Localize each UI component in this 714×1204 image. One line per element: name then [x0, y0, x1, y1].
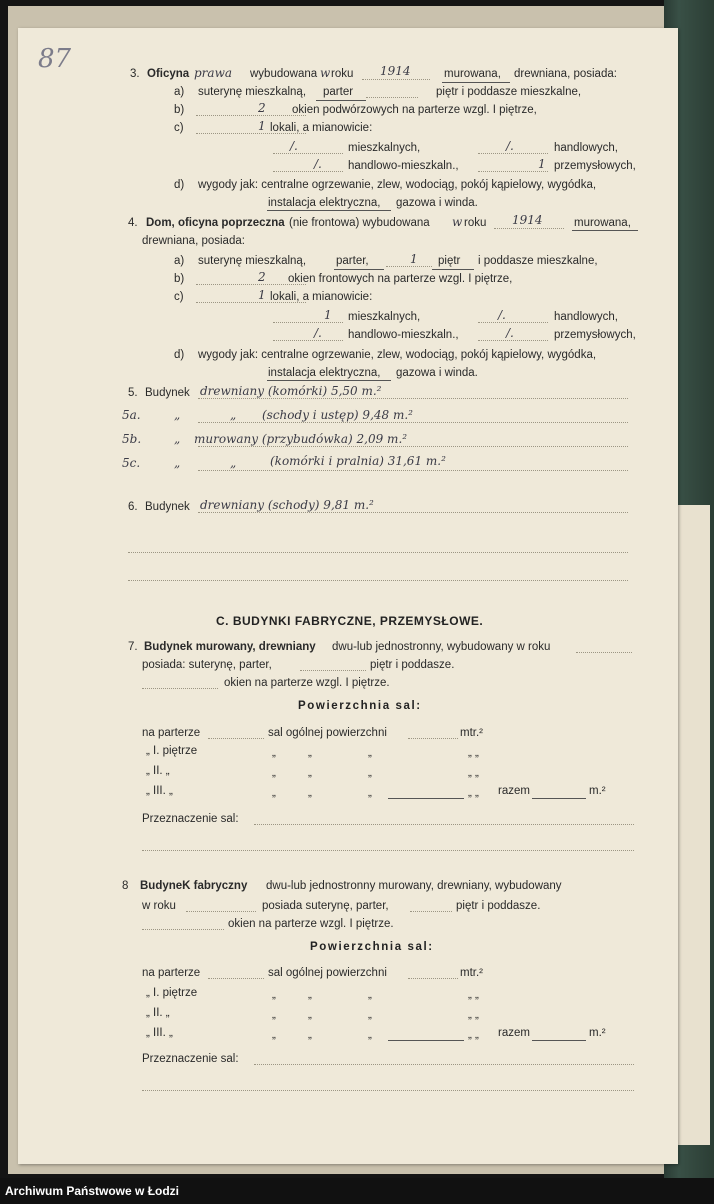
s8-r0-c: mtr.² [460, 967, 483, 979]
s4-d2-rest: gazowa i winda. [396, 367, 478, 379]
s5a-num: 5a. [122, 408, 141, 422]
s5b-q1: „ [174, 432, 181, 446]
s8-r0-a: na parterze [142, 967, 201, 979]
s4-b-text: okien frontowych na parterze wzgl. I piętrze, [288, 273, 513, 285]
s3-num: 3. [130, 68, 140, 80]
s4-mat-sel: murowana, [574, 217, 631, 229]
s4-r1-v2: /. [498, 308, 506, 322]
s7-r2-a: „ II. „ [146, 765, 170, 777]
s8-przezn: Przeznaczenie sal: [142, 1053, 239, 1065]
s3-r1-t1: mieszkalnych, [348, 142, 421, 154]
s8-r2-q4: „ „ [468, 1009, 479, 1021]
s4-r1-v1: 1 [324, 308, 332, 322]
s3-c-val: 1 [258, 119, 266, 133]
s3-r1-v1: /. [290, 139, 298, 153]
s3-r2-v2: 1 [538, 157, 546, 171]
s8-r2-q2: „ [308, 1009, 312, 1021]
s7-r3-q4: „ „ [468, 787, 479, 799]
s8-r3-q3: „ [368, 1029, 372, 1041]
s7-r3-q3: „ [368, 787, 372, 799]
s3-r2-t1: handlowo-mieszkaln., [348, 160, 459, 172]
page-number: 87 [38, 44, 72, 74]
s8-line3: okien na parterze wzgl. I piętrze. [228, 918, 394, 930]
s4-b-val: 2 [258, 270, 266, 284]
s3-a-rest: piętr i poddasze mieszkalne, [436, 86, 582, 98]
s5a-q1: „ [174, 408, 181, 422]
s4-r2-t1: handlowo-mieszkaln., [348, 329, 459, 341]
s8-label: BudyneK fabryczny [140, 880, 248, 892]
s3-r2-v1: /. [314, 157, 322, 171]
s8-r2-a: „ II. „ [146, 1007, 170, 1019]
s7-r0-b: sal ogólnej powierzchni [268, 727, 387, 739]
s8-rest: dwu-lub jednostronny murowany, drewniany, wybudowany [266, 880, 562, 892]
s6-label: Budynek [145, 501, 190, 513]
s7-label: Budynek murowany, drewniany [144, 641, 316, 653]
s8-r1-q4: „ „ [468, 989, 479, 1001]
s5c-num: 5c. [122, 456, 141, 470]
s5-label: Budynek [145, 387, 190, 399]
s8-r1-a: „ I. piętrze [146, 987, 198, 999]
next-page-edge [676, 505, 710, 1145]
s6-num: 6. [128, 501, 138, 513]
s3-a-text: suterynę mieszkalną, [198, 86, 307, 98]
s7-r2-q2: „ [308, 767, 312, 779]
s3-r2-t2: przemysłowych, [554, 160, 636, 172]
s4-d-label: d) [174, 349, 185, 361]
s3-c-text: lokali, a mianowicie: [270, 122, 373, 134]
s3-built: wybudowana [250, 68, 318, 80]
s7-r3-a: „ III. „ [146, 785, 173, 797]
s6-hw: drewniany (schody) 9,81 m.² [200, 498, 374, 512]
s7-r3-q2: „ [308, 787, 312, 799]
s4-w: w [452, 215, 463, 229]
s8-razem: razem [498, 1027, 530, 1039]
s4-r1-t2: handlowych, [554, 311, 618, 323]
s4-c-text: lokali, a mianowicie: [270, 291, 373, 303]
s7-r0-c: mtr.² [460, 727, 483, 739]
s8-line2b: posiada suterynę, parter, [262, 900, 389, 912]
s7-r2-q4: „ „ [468, 767, 479, 779]
s7-line2b: piętr i poddasze. [370, 659, 455, 671]
s8-r3-q1: „ [272, 1029, 276, 1041]
s5b-num: 5b. [122, 432, 142, 446]
s7-r2-q1: „ [272, 767, 276, 779]
s8-r3-q2: „ [308, 1029, 312, 1041]
s5a-hw: (schody i ustęp) 9,48 m.² [262, 408, 413, 422]
s3-d-label: d) [174, 179, 185, 191]
s8-line2c: piętr i poddasze. [456, 900, 541, 912]
s4-d-text: wygody jak: centralne ogrzewanie, zlew, wodociąg, pokój kąpielowy, wygódka, [198, 349, 597, 361]
s7-r0-a: na parterze [142, 727, 201, 739]
s8-r0-b: sal ogólnej powierzchni [268, 967, 387, 979]
s7-przezn: Przeznaczenie sal: [142, 813, 239, 825]
s3-side: prawa [194, 66, 232, 80]
s4-b-label: b) [174, 273, 185, 285]
s8-num: 8 [122, 880, 129, 892]
s4-a-val: 1 [410, 252, 418, 266]
s7-rest: dwu-lub jednostronny, wybudowany w roku [332, 641, 551, 653]
s7-r1-q4: „ „ [468, 747, 479, 759]
s4-a-rest: i poddasze mieszkalne, [478, 255, 598, 267]
s4-c-label: c) [174, 291, 184, 303]
section-c-title: C. BUDYNKI FABRYCZNE, PRZEMYSŁOWE. [216, 614, 484, 628]
s3-year: 1914 [380, 64, 411, 78]
s8-r2-q1: „ [272, 1009, 276, 1021]
s3-mat-rest: drewniana, posiada: [514, 68, 617, 80]
s7-razem: razem [498, 785, 530, 797]
s8-r1-q3: „ [368, 989, 372, 1001]
s3-a-label: a) [174, 86, 185, 98]
s8-r3-a: „ III. „ [146, 1027, 173, 1039]
s5b-hw: murowany (przybudówka) 2,09 m.² [194, 432, 408, 446]
s4-c-val: 1 [258, 288, 266, 302]
s3-r1-v2: /. [506, 139, 514, 153]
s4-d2-sel: instalacja elektryczna, [268, 367, 381, 379]
s8-r1-q1: „ [272, 989, 276, 1001]
s8-r2-q3: „ [368, 1009, 372, 1021]
s7-line2a: posiada: suterynę, parter, [142, 659, 272, 671]
s4-year: 1914 [512, 213, 543, 227]
s4-label: Dom, oficyna poprzeczna [146, 217, 285, 229]
s3-a-floor: parter [323, 86, 354, 98]
s4-num: 4. [128, 217, 138, 229]
s8-r1-q2: „ [308, 989, 312, 1001]
s3-d2-rest: gazowa i winda. [396, 197, 478, 209]
s7-r1-a: „ I. piętrze [146, 745, 198, 757]
s8-line2a: w roku [142, 900, 176, 912]
s5-num: 5. [128, 387, 138, 399]
s5a-q2: „ [230, 408, 237, 422]
s4-label-rest: (nie frontowa) wybudowana [289, 217, 430, 229]
s5-hw: drewniany (komórki) 5,50 m.² [200, 384, 382, 398]
s8-r3-q4: „ „ [468, 1029, 479, 1041]
s3-mat-sel: murowana, [444, 68, 501, 80]
s4-roku: roku [464, 217, 487, 229]
s3-b-text: okien podwórzowych na parterze wzgl. I piętrze, [292, 104, 537, 116]
s7-pow-title: Powierzchnia sal: [298, 700, 422, 712]
s3-w: w [320, 66, 331, 80]
s7-r1-q1: „ [272, 747, 276, 759]
s4-a-sel: piętr [438, 255, 461, 267]
s3-label: Oficyna [147, 68, 190, 80]
archive-footer: Archiwum Państwowe w Łodzi [0, 1178, 714, 1204]
document-page [18, 28, 678, 1164]
s4-r2-v2: /. [506, 326, 514, 340]
s7-r3-q1: „ [272, 787, 276, 799]
s7-line3: okien na parterze wzgl. I piętrze. [224, 677, 390, 689]
s8-pow-title: Powierzchnia sal: [310, 941, 434, 953]
s7-m2: m.² [589, 785, 606, 797]
s5c-q2: „ [230, 456, 237, 470]
s7-num: 7. [128, 641, 138, 653]
s4-a-label: a) [174, 255, 185, 267]
s7-r1-q3: „ [368, 747, 372, 759]
s4-a-text: suterynę mieszkalną, [198, 255, 307, 267]
s4-r2-t2: przemysłowych, [554, 329, 636, 341]
s3-b-label: b) [174, 104, 185, 116]
s3-d-text: wygody jak: centralne ogrzewanie, zlew, wodociąg, pokój kąpielowy, wygódka, [198, 179, 597, 191]
s5c-hw: (komórki i pralnia) 31,61 m.² [270, 454, 446, 468]
s3-roku: roku [331, 68, 354, 80]
s5c-q1: „ [174, 456, 181, 470]
s3-r1-t2: handlowych, [554, 142, 618, 154]
s4-r2-v1: /. [314, 326, 322, 340]
s7-r1-q2: „ [308, 747, 312, 759]
s8-m2: m.² [589, 1027, 606, 1039]
s7-r2-q3: „ [368, 767, 372, 779]
s4-a-floor: parter, [336, 255, 369, 267]
s3-c-label: c) [174, 122, 184, 134]
s3-b-val: 2 [258, 101, 266, 115]
s4-r1-t1: mieszkalnych, [348, 311, 421, 323]
s3-d2-sel: instalacja elektryczna, [268, 197, 381, 209]
s4-line2: drewniana, posiada: [142, 235, 245, 247]
